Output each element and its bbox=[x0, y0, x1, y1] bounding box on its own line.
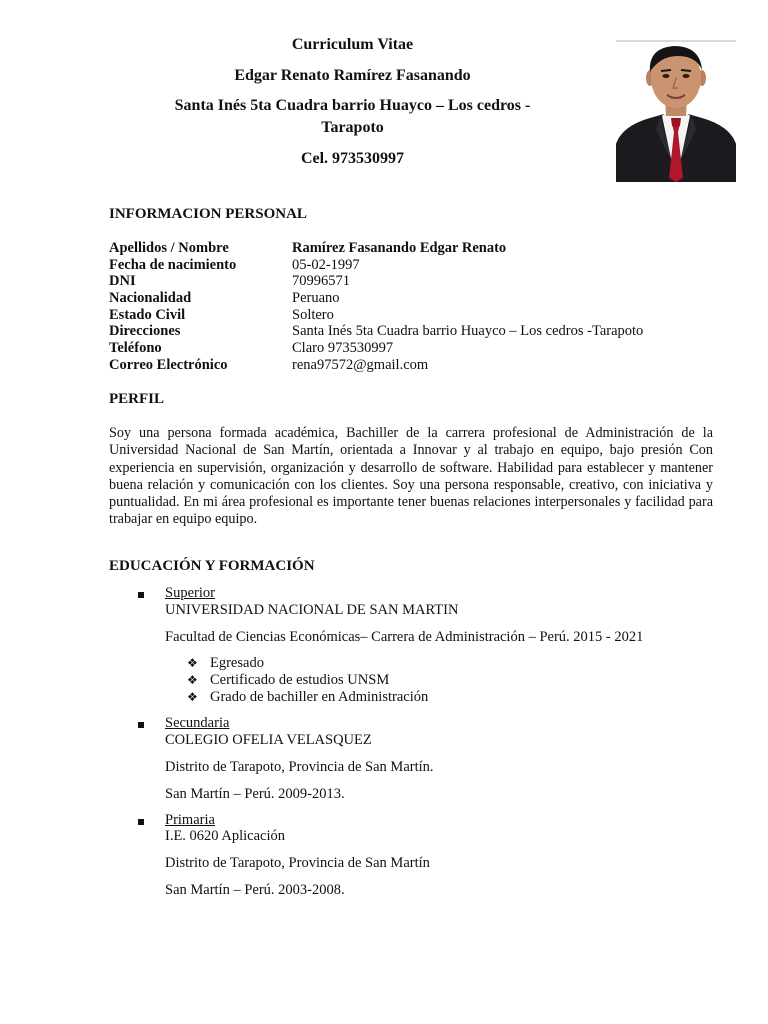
personal-info-heading: INFORMACION PERSONAL bbox=[109, 206, 307, 222]
info-value: Claro 973530997 bbox=[292, 340, 394, 357]
list-item-text: Grado de bachiller en Administración bbox=[210, 689, 429, 705]
institution-detail: Facultad de Ciencias Económicas– Carrera de Administración – Perú. 2015 - 2021 bbox=[165, 629, 644, 645]
institution-name: UNIVERSIDAD NACIONAL DE SAN MARTIN bbox=[165, 602, 459, 618]
institution-name: I.E. 0620 Aplicación bbox=[165, 828, 286, 844]
info-value: Soltero bbox=[292, 306, 334, 323]
info-value: Santa Inés 5ta Cuadra barrio Huayco – Los cedros -Tarapoto bbox=[292, 323, 644, 340]
info-label: DNI bbox=[109, 273, 136, 290]
cv-header bbox=[110, 34, 595, 170]
info-label: Estado Civil bbox=[109, 306, 186, 323]
personal-info-table bbox=[109, 240, 709, 374]
list-item-text: Certificado de estudios UNSM bbox=[210, 672, 390, 688]
institution-dates: San Martín – Perú. 2003-2008. bbox=[165, 882, 345, 898]
list-item bbox=[187, 689, 428, 706]
education-level-superior: Superior bbox=[165, 585, 215, 601]
info-value: 70996571 bbox=[292, 273, 350, 290]
address-line-2: Tarapoto bbox=[321, 119, 384, 136]
info-label: Apellidos / Nombre bbox=[109, 240, 229, 256]
square-bullet-icon bbox=[138, 592, 144, 598]
perfil-paragraph: Soy una persona formada académica, Bachiller de la carrera profesional de Administración de la Universidad Nacional de San Martín, orientada a Innovar y al trabajo en equipo, bajo presión Con experiencia en supervisión, organización y desarrollo de software. Habilidad para establecer y mantener buena relación y comunicación con los clientes. Soy una persona responsable, creativo, con iniciativa y puntualidad. En mi área profesional es importante tener buenas relaciones interpersonales y facilidad para trabajar en equipo equipo. bbox=[109, 425, 713, 528]
info-value: Ramírez Fasanando Edgar Renato bbox=[292, 240, 507, 256]
list-item bbox=[187, 655, 264, 672]
profile-photo bbox=[616, 40, 736, 182]
diamond-bullet-icon: ❖ bbox=[187, 656, 198, 670]
list-item bbox=[187, 672, 389, 689]
info-value: rena97572@gmail.com bbox=[292, 356, 429, 373]
info-row bbox=[109, 290, 709, 307]
info-row bbox=[109, 323, 709, 340]
education-level-primaria: Primaria bbox=[165, 812, 215, 828]
candidate-name: Edgar Renato Ramírez Fasanando bbox=[234, 67, 471, 84]
institution-detail: Distrito de Tarapoto, Provincia de San Martín. bbox=[165, 759, 434, 775]
education-heading: EDUCACIÓN Y FORMACIÓN bbox=[109, 558, 315, 574]
info-row bbox=[109, 340, 709, 357]
info-label: Teléfono bbox=[109, 340, 162, 357]
institution-dates: San Martín – Perú. 2009-2013. bbox=[165, 786, 345, 802]
institution-detail: Distrito de Tarapoto, Provincia de San Martín bbox=[165, 855, 430, 871]
info-row bbox=[109, 307, 709, 324]
info-row bbox=[109, 273, 709, 290]
info-row bbox=[109, 240, 709, 257]
info-row bbox=[109, 257, 709, 274]
square-bullet-icon bbox=[138, 722, 144, 728]
info-value: 05-02-1997 bbox=[292, 256, 360, 273]
info-label: Nacionalidad bbox=[109, 290, 192, 307]
phone-number: Cel. 973530997 bbox=[300, 150, 405, 167]
institution-name: COLEGIO OFELIA VELASQUEZ bbox=[165, 732, 372, 748]
diamond-bullet-icon: ❖ bbox=[187, 673, 198, 687]
education-level-secundaria: Secundaria bbox=[165, 715, 230, 731]
diamond-bullet-icon: ❖ bbox=[187, 690, 198, 704]
document-title: Curriculum Vitae bbox=[291, 36, 414, 53]
list-item-text: Egresado bbox=[210, 655, 264, 671]
address-line-1: Santa Inés 5ta Cuadra barrio Huayco – Los cedros - bbox=[174, 97, 531, 114]
info-label: Fecha de nacimiento bbox=[109, 256, 237, 273]
info-label: Correo Electrónico bbox=[109, 356, 228, 373]
info-row bbox=[109, 357, 709, 374]
info-value: Peruano bbox=[292, 290, 340, 307]
square-bullet-icon bbox=[138, 819, 144, 825]
perfil-heading: PERFIL bbox=[109, 391, 165, 407]
info-label: Direcciones bbox=[109, 323, 181, 340]
